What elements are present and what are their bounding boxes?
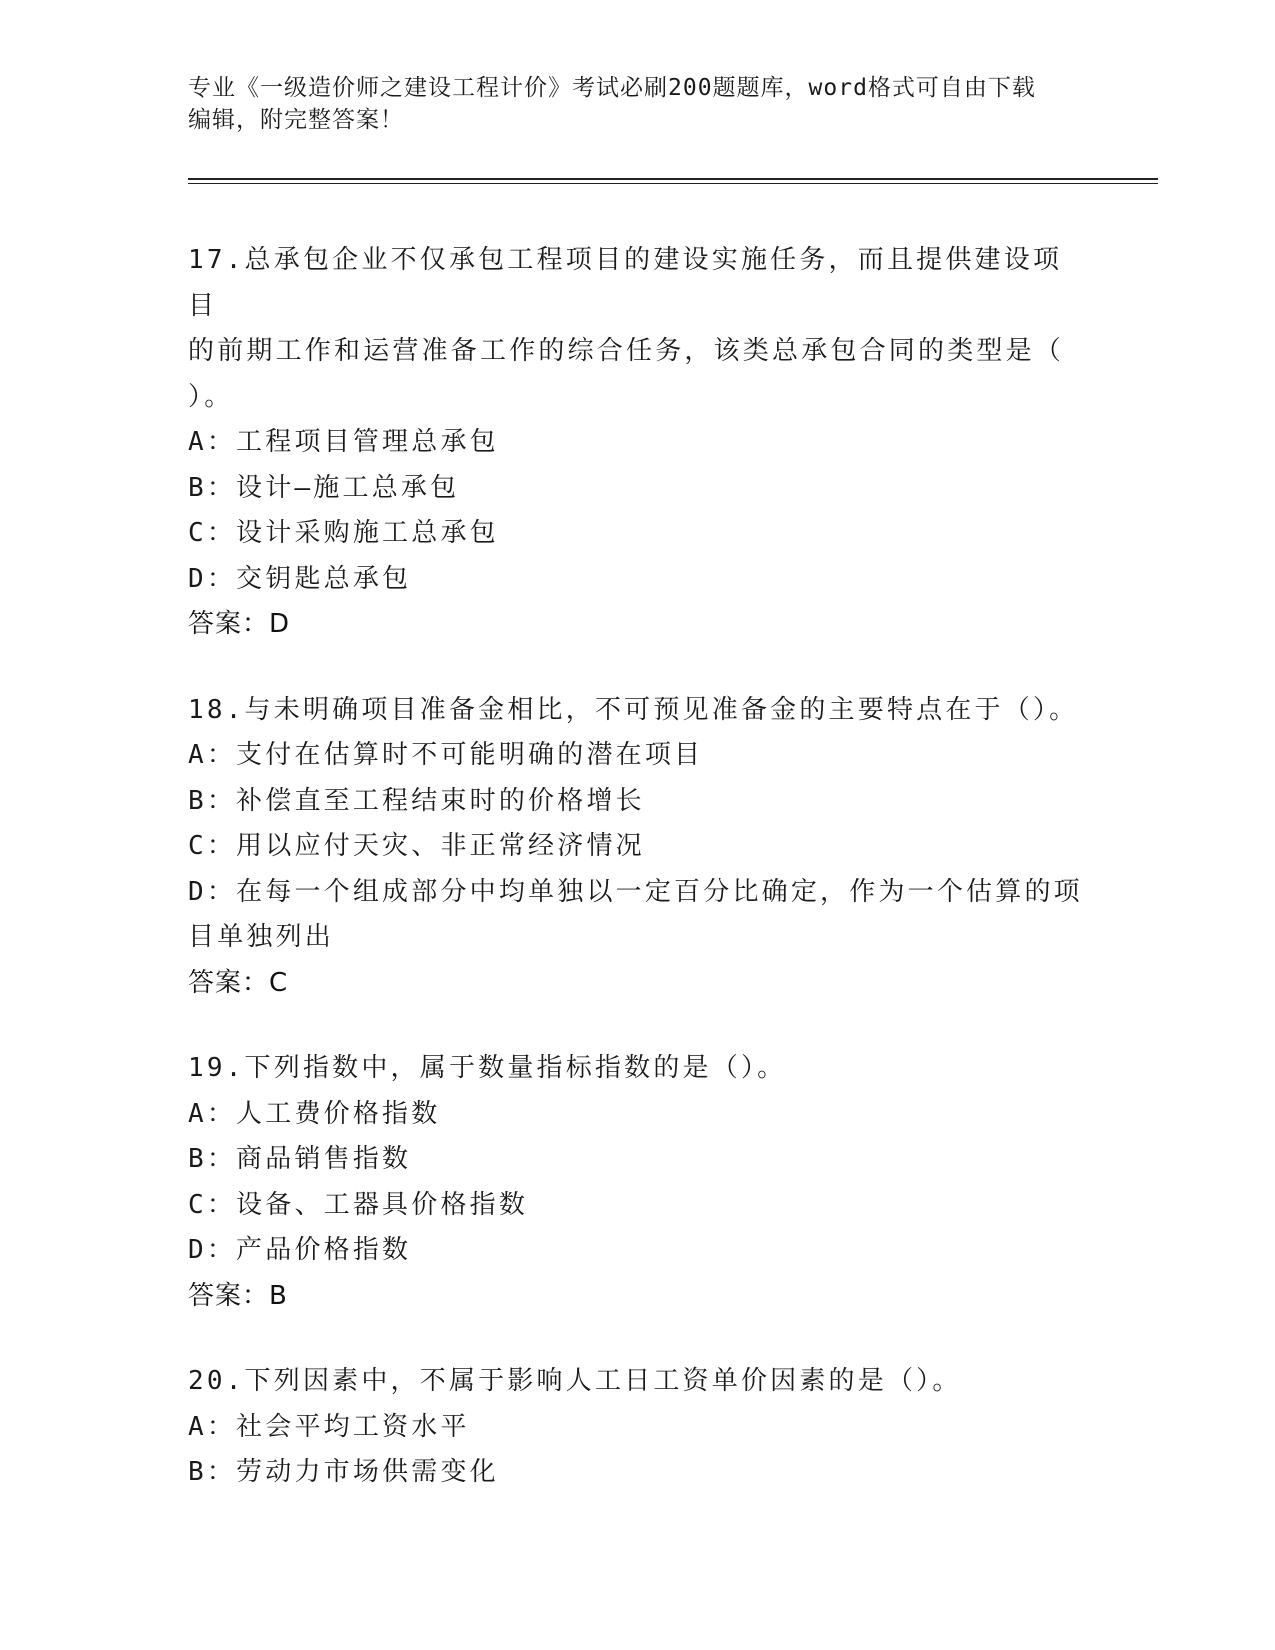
option-text: C：设备、工器具价格指数 [188, 1189, 529, 1220]
question-block [188, 688, 1088, 1007]
option-text: 目单独列出 [188, 922, 335, 952]
question-block [188, 1359, 1088, 1496]
answer-text: 答案：C [188, 967, 289, 998]
question-text: 19.下列指数中，属于数量指标指数的是（）。 [188, 1053, 787, 1083]
option-text: A：人工费价格指数 [188, 1098, 441, 1129]
option-text: B：补偿直至工程结束时的价格增长 [188, 785, 645, 816]
option-text: A：支付在估算时不可能明确的潜在项目 [188, 740, 704, 770]
answer-text: 答案：B [188, 1280, 288, 1311]
question-text: ）。 [188, 381, 234, 412]
option-text: B：商品销售指数 [188, 1144, 412, 1174]
question-block [188, 1046, 1088, 1319]
question-list [188, 238, 1088, 1536]
option-text: D：产品价格指数 [188, 1235, 412, 1265]
header-line-1: 专业《一级造价师之建设工程计价》考试必刷200题题库，word格式可自由下载 [188, 75, 1036, 101]
option-text: A：社会平均工资水平 [188, 1411, 470, 1442]
document-header [188, 72, 1088, 136]
question-text: 的前期工作和运营准备工作的综合任务，该类总承包合同的类型是（ [188, 336, 1065, 366]
header-divider-thick [188, 178, 1158, 180]
question-text: 18.与未明确项目准备金相比，不可预见准备金的主要特点在于（）。 [188, 694, 1079, 725]
answer-text: 答案：D [188, 609, 291, 639]
option-text: D：交钥匙总承包 [188, 563, 412, 594]
question-text: 17.总承包企业不仅承包工程项目的建设实施任务，而且提供建设项目 [188, 245, 1063, 321]
question-block [188, 238, 1088, 648]
header-line-2: 编辑，附完整答案！ [188, 107, 404, 133]
option-text: B：劳动力市场供需变化 [188, 1457, 499, 1487]
option-text: A：工程项目管理总承包 [188, 427, 499, 457]
option-text: C：用以应付天灾、非正常经济情况 [188, 831, 645, 861]
question-text: 20.下列因素中，不属于影响人工日工资单价因素的是（）。 [188, 1366, 962, 1396]
option-text: C：设计采购施工总承包 [188, 518, 499, 548]
header-divider-thin [188, 183, 1158, 184]
option-text: D：在每一个组成部分中均单独以一定百分比确定，作为一个估算的项 [188, 876, 1083, 907]
option-text: B：设计—施工总承包 [188, 472, 460, 503]
